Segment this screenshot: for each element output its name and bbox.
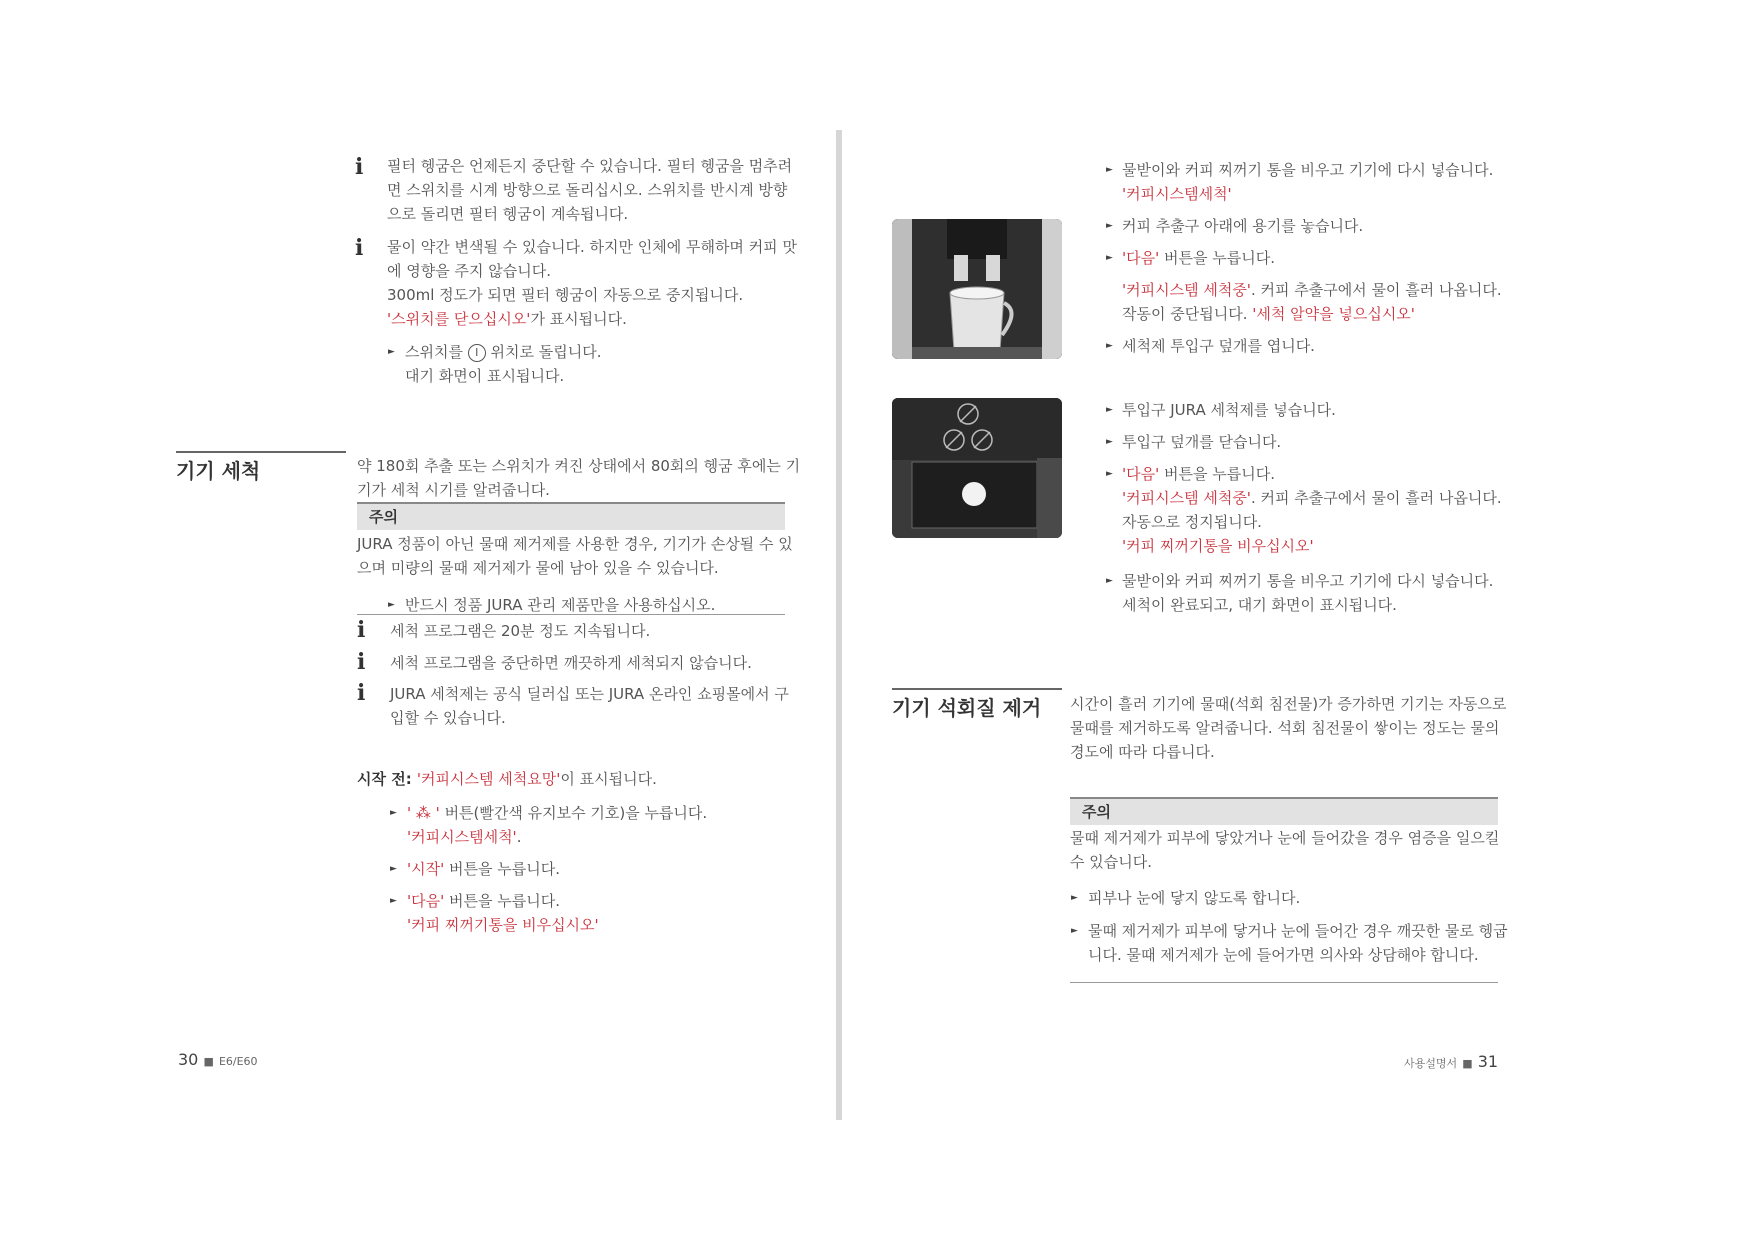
- info-icon: i: [357, 617, 366, 643]
- text-line: [1122, 246, 1502, 270]
- text: 위치로 돌립니다.: [490, 343, 602, 361]
- text-line: [407, 801, 707, 825]
- text: .: [516, 828, 522, 846]
- r-step-next-2: [1122, 462, 1502, 558]
- label: 시작 전:: [357, 770, 417, 788]
- text-line: 입할 수 있습니다.: [390, 709, 506, 727]
- bullet-icon: ►: [1106, 437, 1113, 447]
- r-step-insert-tablet: 투입구 JURA 세척제를 넣습니다.: [1122, 401, 1336, 419]
- page-number: 30: [178, 1050, 199, 1069]
- text-line: 수 있습니다.: [1070, 853, 1152, 871]
- caution-end-rule: [357, 614, 785, 615]
- photo-cleaning-tablet-funnel: [892, 398, 1062, 538]
- display-message: '스위치를 닫으십시오': [387, 310, 531, 328]
- r-step-empty-tray-final: [1122, 569, 1493, 617]
- step-next-button: [407, 889, 599, 937]
- bullet-icon: ►: [390, 864, 397, 874]
- text: 이 표시됩니다.: [560, 770, 657, 788]
- caution-header: 주의: [357, 502, 785, 530]
- text-line: 물받이와 커피 찌꺼기 통을 비우고 기기에 다시 넣습니다.: [1122, 161, 1494, 179]
- text-line: 300ml 정도가 되면 필터 헹굼이 자동으로 중지됩니다.: [387, 286, 744, 304]
- text: 작동이 중단됩니다.: [1122, 305, 1253, 323]
- display-message: '커피시스템세척': [1122, 185, 1232, 203]
- separator-icon: ■: [203, 1055, 214, 1068]
- text-line: 시간이 흘러 기기에 물때(석회 침전물)가 증가하면 기기는 자동으로: [1070, 695, 1507, 713]
- bullet-icon: ►: [388, 600, 395, 610]
- model-name: E6/E60: [218, 1055, 258, 1068]
- caution-step-rinse: [1088, 919, 1508, 967]
- switch-symbol-icon: I: [468, 344, 486, 362]
- page-number-left: [178, 1050, 258, 1069]
- bullet-icon: ►: [390, 896, 397, 906]
- display-message: '커피시스템 세척중': [1122, 489, 1251, 507]
- r-step-close-lid: 투입구 덮개를 닫습니다.: [1122, 433, 1282, 451]
- caution-header: 주의: [1070, 797, 1498, 825]
- text: 버튼(빨간색 유지보수 기호)을 누릅니다.: [439, 804, 708, 822]
- text-line: 세척이 완료되고, 대기 화면이 표시됩니다.: [1122, 596, 1397, 614]
- maintenance-symbol-icon: ' ⁂ ': [407, 804, 440, 822]
- text-line: 물때 제거제가 피부에 닿았거나 눈에 들어갔을 경우 염증을 일으킬: [1070, 829, 1500, 847]
- display-message: '커피시스템 세척중': [1122, 281, 1251, 299]
- text: . 커피 추출구에서 물이 흘러 나옵니다.: [1250, 281, 1502, 299]
- text-line: 자동으로 정지됩니다.: [1122, 513, 1262, 531]
- bullet-icon: ►: [1106, 221, 1113, 231]
- r-step-place-container: 커피 추출구 아래에 용기를 놓습니다.: [1122, 217, 1364, 235]
- page-number: 31: [1477, 1052, 1499, 1071]
- text: 가 표시됩니다.: [530, 310, 627, 328]
- text: . 커피 추출구에서 물이 흘러 나옵니다.: [1250, 489, 1502, 507]
- info-interrupt: 세척 프로그램을 중단하면 깨끗하게 세척되지 않습니다.: [390, 654, 752, 672]
- caution-step: 반드시 정품 JURA 관리 제품만을 사용하십시오.: [405, 596, 716, 614]
- text: 버튼을 누릅니다.: [444, 892, 560, 910]
- section-rule: [176, 451, 346, 453]
- text-line: 물때를 제거하도록 알려줍니다. 석회 침전물이 쌓이는 정도는 물의: [1070, 719, 1500, 737]
- caution-end-rule: [1070, 982, 1498, 983]
- display-message: '커피 찌꺼기통을 비우십시오': [407, 916, 599, 934]
- bullet-icon: ►: [1106, 576, 1113, 586]
- info-icon: i: [357, 649, 366, 675]
- bullet-icon: ►: [388, 347, 395, 357]
- caution-text: [357, 532, 793, 580]
- text-line: 약 180회 추출 또는 스위치가 켜진 상태에서 80회의 헹굼 후에는 기: [357, 457, 801, 475]
- r-step-empty-tray: [1122, 158, 1493, 206]
- info-buy: [390, 682, 789, 730]
- text: 버튼을 누릅니다.: [1159, 465, 1275, 483]
- text-line: 물이 약간 변색될 수 있습니다. 하지만 인체에 무해하며 커피 맛: [387, 238, 797, 256]
- text-line: 에 영향을 주지 않습니다.: [387, 262, 551, 280]
- photo-illustration: [892, 219, 1062, 359]
- text-line: 필터 헹굼은 언제든지 중단할 수 있습니다. 필터 헹굼을 멈추려: [387, 157, 793, 175]
- photo-illustration: [892, 398, 1062, 538]
- photo-coffee-spout-with-jug: [892, 219, 1062, 359]
- display-message: '커피시스템 세척요망': [416, 770, 561, 788]
- page-label: 사용설명서: [1404, 1057, 1458, 1070]
- text-line: [407, 825, 707, 849]
- text-line: [387, 307, 797, 331]
- text-line: [1122, 462, 1502, 486]
- button-name: '다음': [1122, 465, 1160, 483]
- r-step-open-lid: 세척제 투입구 덮개를 엽니다.: [1122, 337, 1315, 355]
- r-step-next-1: [1122, 246, 1502, 326]
- bullet-icon: ►: [1106, 469, 1113, 479]
- text: 버튼을 누릅니다.: [1159, 249, 1275, 267]
- text: 버튼을 누릅니다.: [444, 860, 560, 878]
- text-line: 니다. 물때 제거제가 눈에 들어가면 의사와 상담해야 합니다.: [1088, 946, 1479, 964]
- text-line: 으로 돌리면 필터 헹굼이 계속됩니다.: [387, 205, 629, 223]
- display-message: '커피시스템세척': [407, 828, 517, 846]
- info-filter-rinse: [387, 154, 792, 226]
- before-start: [357, 767, 657, 791]
- step-turn-switch: [405, 340, 602, 388]
- button-name: '다음': [1122, 249, 1160, 267]
- text-line: JURA 정품이 아닌 물때 제거제를 사용한 경우, 기기가 손상될 수 있: [357, 535, 793, 553]
- button-name: '다음': [407, 892, 445, 910]
- bullet-icon: ►: [1106, 405, 1113, 415]
- section-title-descaling: 기기 석회질 제거: [892, 696, 1042, 720]
- bullet-icon: ►: [390, 808, 397, 818]
- info-icon: i: [357, 680, 366, 706]
- text: 스위치를: [405, 343, 463, 361]
- info-water-color: [387, 235, 797, 331]
- step-start-button: [407, 857, 560, 881]
- info-icon: i: [355, 235, 364, 261]
- bullet-icon: ►: [1071, 926, 1078, 936]
- step-maintenance-button: [407, 801, 707, 849]
- info-icon: i: [355, 154, 364, 180]
- caution-step-avoid: 피부나 눈에 닿지 않도록 합니다.: [1088, 889, 1301, 907]
- display-message: '세척 알약을 넣으십시오': [1252, 305, 1415, 323]
- display-message: '커피 찌꺼기통을 비우십시오': [1122, 537, 1314, 555]
- text-line: [1122, 302, 1502, 326]
- text-line: 으며 미량의 물때 제거제가 물에 남아 있을 수 있습니다.: [357, 559, 719, 577]
- text-line: 물때 제거제가 피부에 닿거나 눈에 들어간 경우 깨끗한 물로 헹굽: [1088, 922, 1508, 940]
- section-rule: [892, 688, 1062, 690]
- bullet-icon: ►: [1106, 253, 1113, 263]
- text-line: 기가 세척 시기를 알려줍니다.: [357, 481, 550, 499]
- info-duration: 세척 프로그램은 20분 정도 지속됩니다.: [390, 622, 651, 640]
- text-line: 물받이와 커피 찌꺼기 통을 비우고 기기에 다시 넣습니다.: [1122, 572, 1494, 590]
- section-title-cleaning: 기기 세척: [176, 459, 261, 483]
- text-line: JURA 세척제는 공식 딜러십 또는 JURA 온라인 쇼핑몰에서 구: [390, 685, 789, 703]
- page-gutter: [836, 130, 842, 1120]
- text-line: [405, 340, 602, 364]
- text-line: [1122, 486, 1502, 510]
- caution-text: [1070, 826, 1499, 874]
- separator-icon: ■: [1462, 1057, 1473, 1070]
- page-number-right: [1404, 1052, 1498, 1071]
- text-line: [407, 889, 599, 913]
- cleaning-intro: [357, 454, 800, 502]
- button-name: '시작': [407, 860, 445, 878]
- bullet-icon: ►: [1106, 165, 1113, 175]
- text-line: 면 스위치를 시계 방향으로 돌리십시오. 스위치를 반시계 방향: [387, 181, 788, 199]
- text-line: [1122, 278, 1502, 302]
- descale-intro: [1070, 692, 1506, 764]
- text-line: 경도에 따라 다릅니다.: [1070, 743, 1215, 761]
- text-line: 대기 화면이 표시됩니다.: [405, 367, 565, 385]
- bullet-icon: ►: [1071, 893, 1078, 903]
- bullet-icon: ►: [1106, 341, 1113, 351]
